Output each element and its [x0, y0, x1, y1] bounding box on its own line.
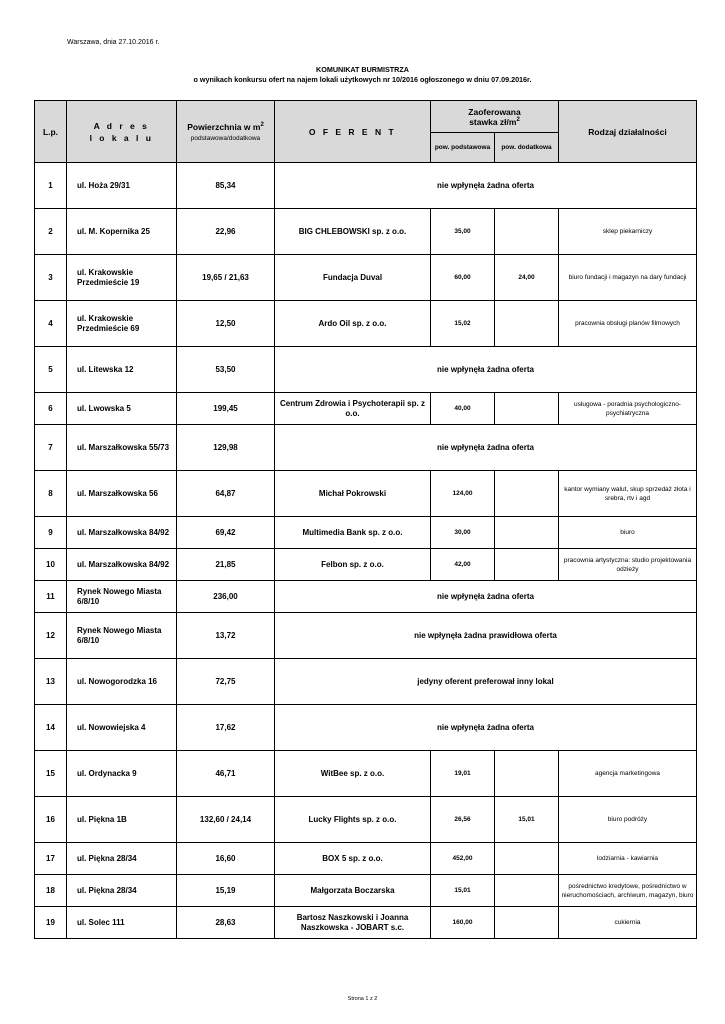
row-offerer: BIG CHLEBOWSKI sp. z o.o. [275, 209, 431, 255]
row-activity: pracownia obsługi planów filmowych [559, 301, 697, 347]
row-offerer: BOX 5 sp. z o.o. [275, 843, 431, 875]
document-title: KOMUNIKAT BURMISTRZA [316, 65, 409, 74]
row-lp: 11 [35, 581, 67, 613]
row-area: 132,60 / 24,14 [177, 797, 275, 843]
row-offerer: Bartosz Naszkowski i Joanna Naszkowska - JOBART s.c. [275, 907, 431, 939]
row-lp: 14 [35, 705, 67, 751]
row-lp: 3 [35, 255, 67, 301]
page-footer: Strona 1 z 2 [347, 996, 378, 1002]
table-header [35, 101, 697, 163]
row-rate-extra [495, 907, 559, 939]
table-row [35, 581, 697, 613]
row-area: 72,75 [177, 659, 275, 705]
row-rate-extra [495, 471, 559, 517]
row-area: 53,50 [177, 347, 275, 393]
header-rate-line1: Zaoferowana [468, 106, 521, 117]
table-body [35, 163, 697, 939]
table-row [35, 347, 697, 393]
row-address: ul. Piękna 28/34 [67, 875, 177, 907]
row-offerer: Michał Pokrowski [275, 471, 431, 517]
row-offerer: Małgorzata Boczarska [275, 875, 431, 907]
row-lp: 16 [35, 797, 67, 843]
table-row [35, 471, 697, 517]
row-activity: agencja marketingowa [559, 751, 697, 797]
table-row [35, 517, 697, 549]
row-rate-extra [495, 751, 559, 797]
row-lp: 8 [35, 471, 67, 517]
table-row [35, 163, 697, 209]
row-activity: lodziarnia - kawiarnia [559, 843, 697, 875]
row-rate-base: 35,00 [431, 209, 495, 255]
row-lp: 7 [35, 425, 67, 471]
row-note: nie wpłynęła żadna oferta [275, 705, 697, 751]
row-lp: 18 [35, 875, 67, 907]
row-note: nie wpłynęła żadna prawidłowa oferta [275, 613, 697, 659]
row-address: ul. Hoża 29/31 [67, 163, 177, 209]
row-offerer: Multimedia Bank sp. z o.o. [275, 517, 431, 549]
header-address-line2: l o k a l u [89, 132, 154, 143]
row-rate-extra [495, 517, 559, 549]
header-area-sub: podstawowa/dodatkowa [190, 134, 261, 142]
row-area: 17,62 [177, 705, 275, 751]
row-area: 12,50 [177, 301, 275, 347]
row-area: 28,63 [177, 907, 275, 939]
row-address: ul. Marszałkowska 84/92 [67, 517, 177, 549]
table-row [35, 393, 697, 425]
row-address: ul. Marszałkowska 55/73 [67, 425, 177, 471]
row-rate-extra [495, 393, 559, 425]
row-note: nie wpłynęła żadna oferta [275, 347, 697, 393]
row-rate-base: 40,00 [431, 393, 495, 425]
row-activity: pośrednictwo kredytowe, pośrednictwo w nieruchomościach, archiwum, magazyn, biuro [559, 875, 697, 907]
table-row [35, 301, 697, 347]
table-row [35, 209, 697, 255]
row-lp: 13 [35, 659, 67, 705]
row-offerer: Lucky Flights sp. z o.o. [275, 797, 431, 843]
table-row [35, 751, 697, 797]
row-address: ul. Marszałkowska 84/92 [67, 549, 177, 581]
row-rate-base: 15,01 [431, 875, 495, 907]
header-rate-extra: pow. dodatkowa [495, 133, 559, 163]
header-area-sup: 2 [260, 121, 264, 128]
row-offerer: Fundacja Duval [275, 255, 431, 301]
row-area: 69,42 [177, 517, 275, 549]
table-row [35, 659, 697, 705]
row-address: Rynek Nowego Miasta 6/8/10 [67, 581, 177, 613]
results-table [34, 100, 697, 939]
row-offerer: Felbon sp. z o.o. [275, 549, 431, 581]
header-rate [431, 101, 559, 133]
row-activity: sklep piekarniczy [559, 209, 697, 255]
table-row [35, 907, 697, 939]
table-row [35, 255, 697, 301]
row-rate-base: 60,00 [431, 255, 495, 301]
row-rate-base: 42,00 [431, 549, 495, 581]
row-address: ul. M. Kopernika 25 [67, 209, 177, 255]
row-address: ul. Marszałkowska 56 [67, 471, 177, 517]
row-area: 129,98 [177, 425, 275, 471]
header-area-label: Powierzchnia w m [187, 121, 261, 132]
table-row [35, 875, 697, 907]
row-offerer: WitBee sp. z o.o. [275, 751, 431, 797]
row-activity: kantor wymiany walut, skup sprzedaż złota i srebra, rtv i agd [559, 471, 697, 517]
row-rate-base: 26,56 [431, 797, 495, 843]
row-rate-extra [495, 209, 559, 255]
row-rate-extra [495, 875, 559, 907]
row-note: jedyny oferent preferował inny lokal [275, 659, 697, 705]
row-area: 13,72 [177, 613, 275, 659]
row-activity: biuro podróży [559, 797, 697, 843]
row-address: ul. Piękna 28/34 [67, 843, 177, 875]
header-rate-line2: stawka zł/m [469, 116, 517, 127]
row-lp: 2 [35, 209, 67, 255]
row-address: ul. Solec 111 [67, 907, 177, 939]
row-lp: 12 [35, 613, 67, 659]
row-rate-extra [495, 301, 559, 347]
row-area: 85,34 [177, 163, 275, 209]
row-lp: 4 [35, 301, 67, 347]
row-address: ul. Litewska 12 [67, 347, 177, 393]
table-row [35, 613, 697, 659]
row-activity: cukiernia [559, 907, 697, 939]
row-rate-base: 15,02 [431, 301, 495, 347]
row-rate-base: 452,00 [431, 843, 495, 875]
row-rate-base: 160,00 [431, 907, 495, 939]
row-activity: usługowa - poradnia psychologiczno-psychiatryczna [559, 393, 697, 425]
row-activity: pracownia artystyczna: studio projektowania odzieży [559, 549, 697, 581]
row-lp: 1 [35, 163, 67, 209]
header-rate-base: pow. podstawowa [431, 133, 495, 163]
row-lp: 19 [35, 907, 67, 939]
row-offerer: Ardo Oil sp. z o.o. [275, 301, 431, 347]
row-area: 21,85 [177, 549, 275, 581]
row-area: 199,45 [177, 393, 275, 425]
row-address: ul. Nowogorodzka 16 [67, 659, 177, 705]
row-area: 64,87 [177, 471, 275, 517]
row-address: ul. Krakowskie Przedmieście 69 [67, 301, 177, 347]
header-rate-sup: 2 [516, 116, 520, 123]
row-rate-extra [495, 843, 559, 875]
row-note: nie wpłynęła żadna oferta [275, 163, 697, 209]
table-row [35, 843, 697, 875]
row-lp: 5 [35, 347, 67, 393]
header-lp: L.p. [35, 101, 67, 163]
row-rate-base: 124,00 [431, 471, 495, 517]
row-address: ul. Nowowiejska 4 [67, 705, 177, 751]
row-address: Rynek Nowego Miasta 6/8/10 [67, 613, 177, 659]
table-row [35, 705, 697, 751]
document-subtitle: o wynikach konkursu ofert na najem lokali użytkowych nr 10/2016 ogłoszonego w dniu 07.09.2016r. [193, 75, 532, 84]
row-rate-base: 19,01 [431, 751, 495, 797]
row-address: ul. Krakowskie Przedmieście 19 [67, 255, 177, 301]
row-activity: biuro fundacji i magazyn na dary fundacji [559, 255, 697, 301]
row-area: 46,71 [177, 751, 275, 797]
table-row [35, 549, 697, 581]
header-activity: Rodzaj działalności [559, 101, 697, 163]
row-area: 15,19 [177, 875, 275, 907]
row-rate-base: 30,00 [431, 517, 495, 549]
row-lp: 17 [35, 843, 67, 875]
row-area: 16,60 [177, 843, 275, 875]
row-address: ul. Lwowska 5 [67, 393, 177, 425]
header-area [177, 101, 275, 163]
row-note: nie wpłynęła żadna oferta [275, 425, 697, 471]
row-lp: 10 [35, 549, 67, 581]
header-address-line1: A d r e s [93, 120, 150, 131]
header-offerer: O F E R E N T [275, 101, 431, 163]
row-lp: 6 [35, 393, 67, 425]
row-rate-extra: 15,01 [495, 797, 559, 843]
row-address: ul. Piękna 1B [67, 797, 177, 843]
row-lp: 15 [35, 751, 67, 797]
row-lp: 9 [35, 517, 67, 549]
row-note: nie wpłynęła żadna oferta [275, 581, 697, 613]
header-address [67, 101, 177, 163]
table-row [35, 425, 697, 471]
row-rate-extra [495, 549, 559, 581]
row-rate-extra: 24,00 [495, 255, 559, 301]
row-address: ul. Ordynacka 9 [67, 751, 177, 797]
date-line: Warszawa, dnia 27.10.2016 r. [67, 39, 160, 46]
row-area: 236,00 [177, 581, 275, 613]
row-offerer: Centrum Zdrowia i Psychoterapii sp. z o.o. [275, 393, 431, 425]
row-area: 19,65 / 21,63 [177, 255, 275, 301]
row-activity: biuro [559, 517, 697, 549]
table-row [35, 797, 697, 843]
row-area: 22,96 [177, 209, 275, 255]
